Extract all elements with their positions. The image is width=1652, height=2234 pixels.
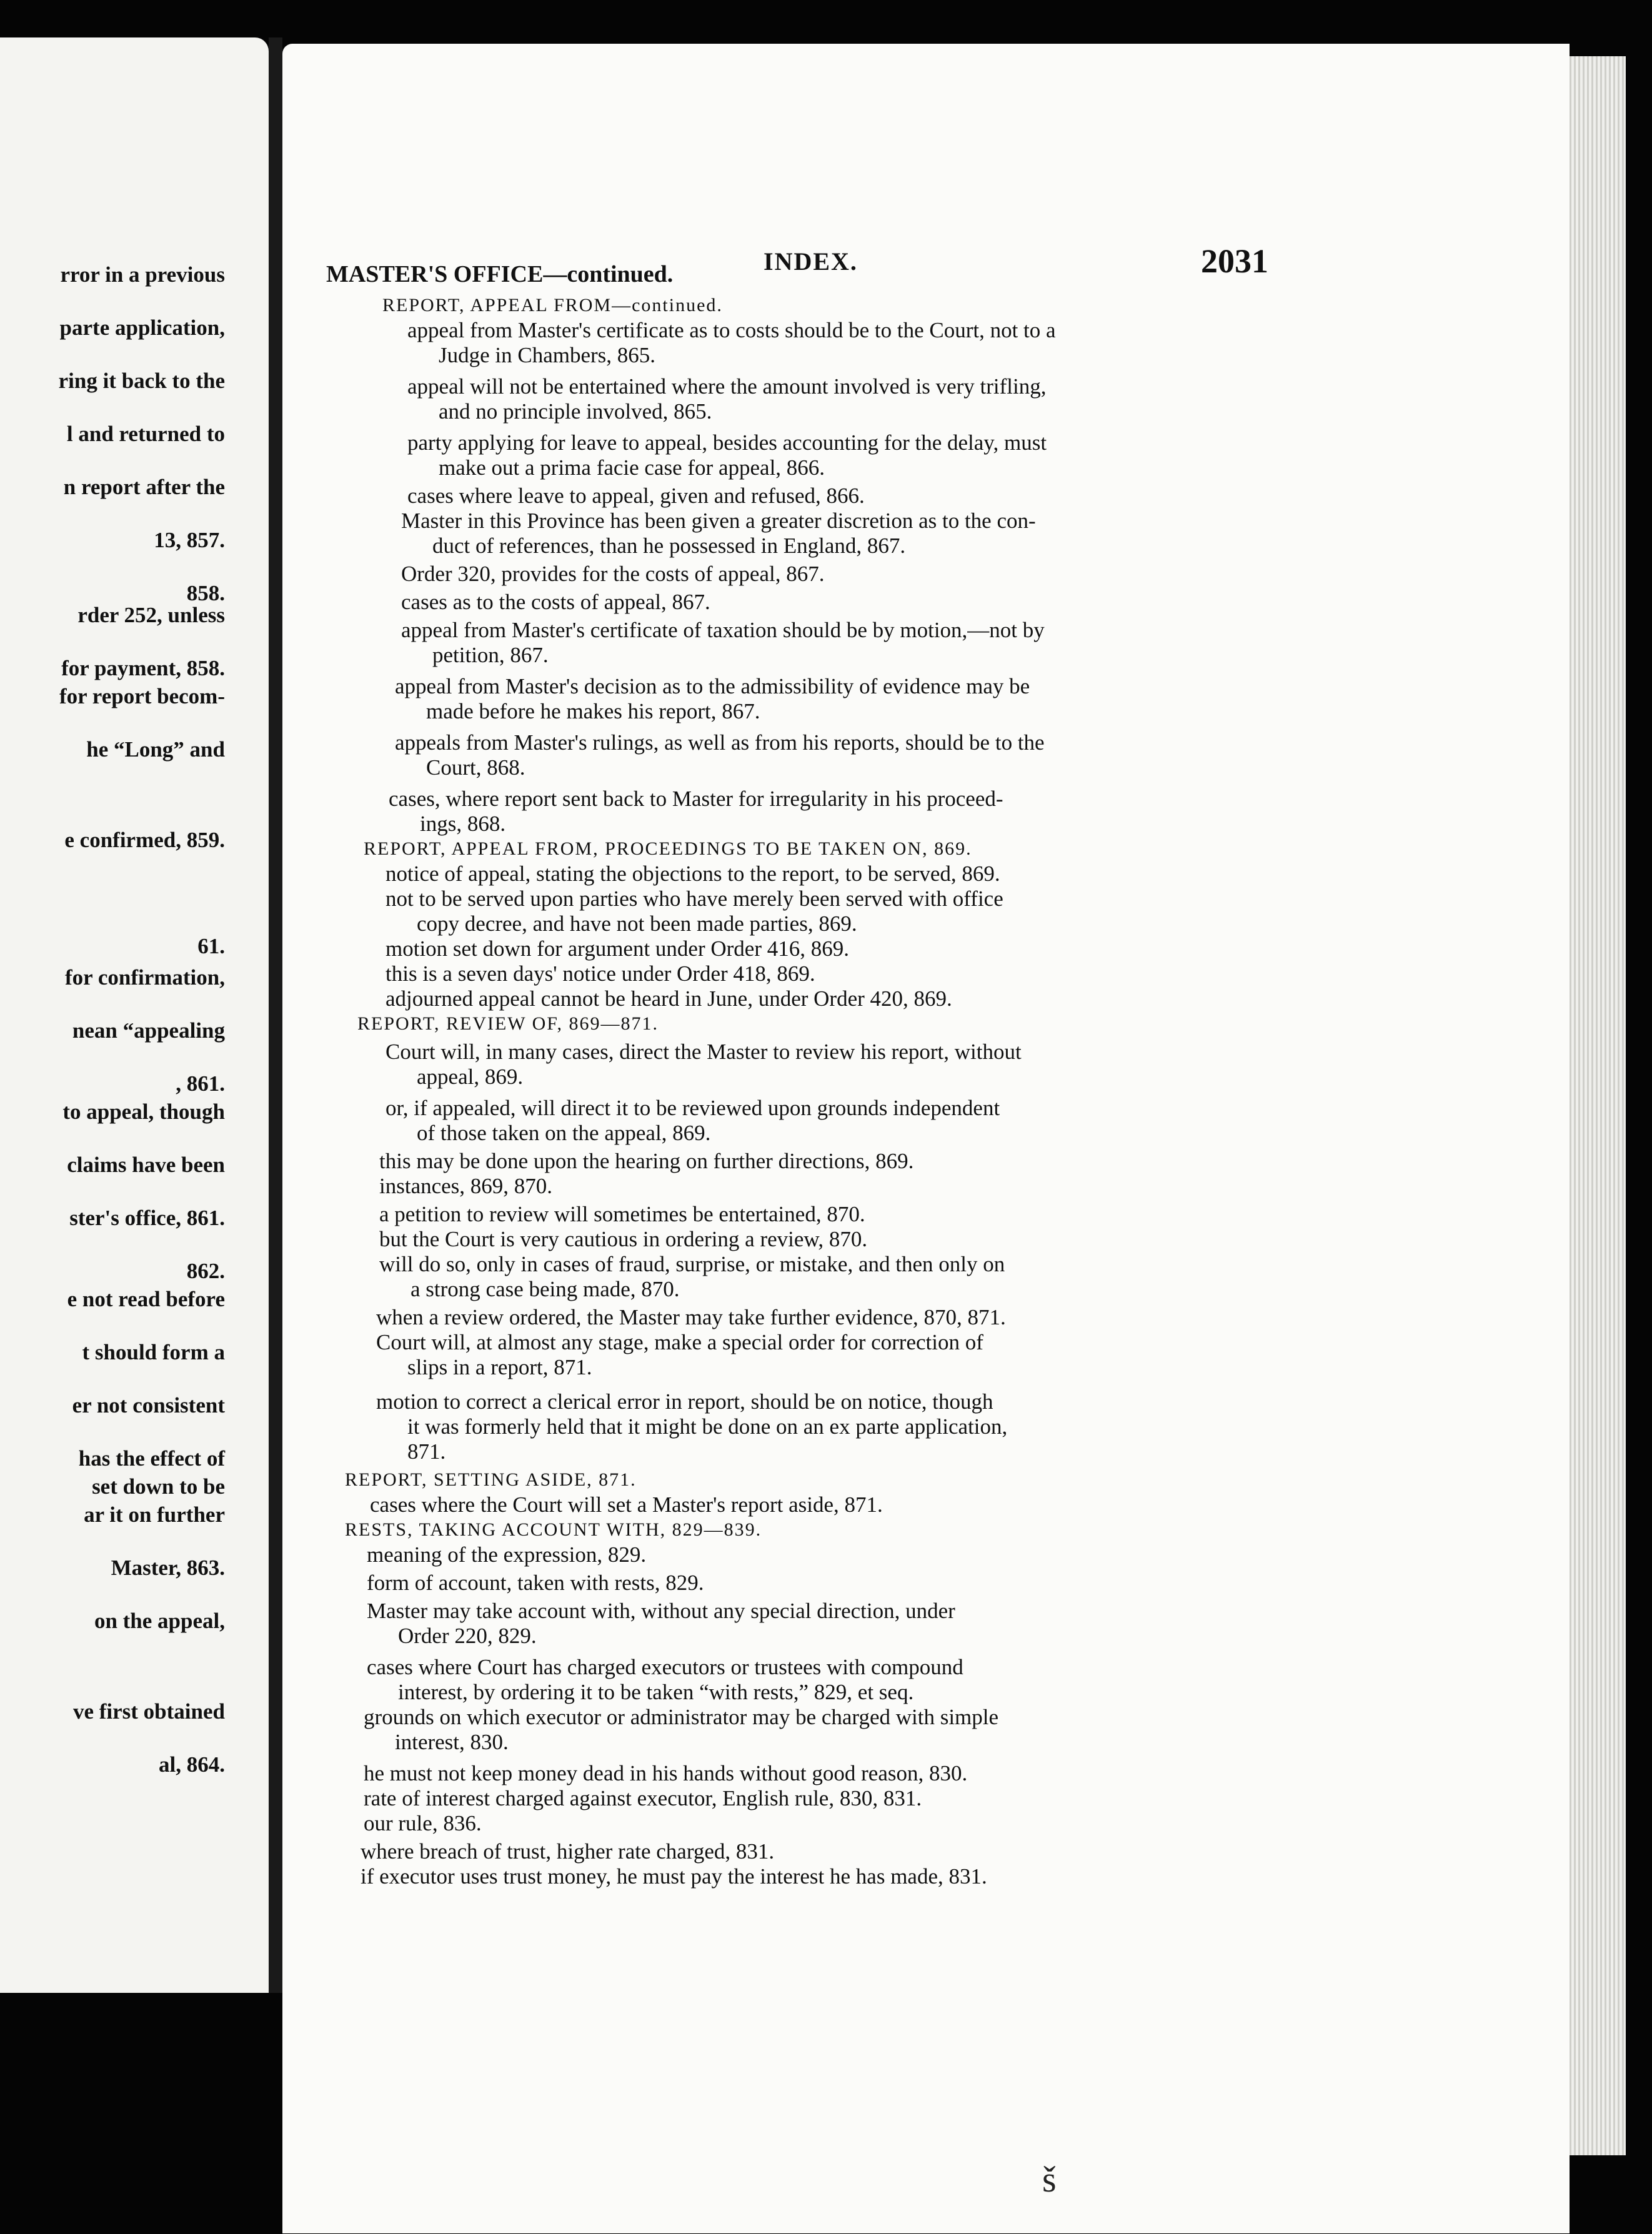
index-subheading: REPORT, SETTING ASIDE, 871. <box>345 1469 637 1490</box>
index-item: appeals from Master's rulings, as well as from his reports, should be to the <box>395 730 1045 755</box>
index-item: Order 320, provides for the costs of appeal, 867. <box>401 562 825 586</box>
index-item: it was formerly held that it might be done on an ex parte application, <box>407 1414 1008 1439</box>
index-item: slips in a report, 871. <box>407 1355 592 1379</box>
facing-page-line: e not read before <box>67 1287 225 1311</box>
facing-page-line: nean “appealing <box>72 1018 225 1043</box>
facing-page-line: for payment, 858. <box>61 656 225 680</box>
facing-page-fragment <box>0 37 269 1993</box>
index-item: Order 220, 829. <box>398 1624 537 1648</box>
page-number: 2031 <box>1201 242 1268 280</box>
facing-page-line: to appeal, though <box>62 1100 225 1124</box>
page-mark: š <box>1042 2159 1057 2200</box>
index-subheading: REPORT, APPEAL FROM, PROCEEDINGS TO BE TAKEN ON, 869. <box>364 838 972 859</box>
index-item: a strong case being made, 870. <box>411 1277 680 1301</box>
facing-page-line: for confirmation, <box>65 965 225 990</box>
facing-page-line: al, 864. <box>159 1752 225 1777</box>
index-item: Judge in Chambers, 865. <box>439 343 656 367</box>
index-item: duct of references, than he possessed in England, 867. <box>432 534 906 558</box>
facing-page-line: n report after the <box>63 475 225 499</box>
facing-page-line: ster's office, 861. <box>69 1206 225 1230</box>
index-item: petition, 867. <box>432 643 549 667</box>
index-item: instances, 869, 870. <box>379 1174 553 1198</box>
index-item: our rule, 836. <box>364 1811 482 1835</box>
index-item: Master in this Province has been given a greater discretion as to the con- <box>401 509 1036 533</box>
index-heading: MASTER'S OFFICE—continued. <box>326 261 674 287</box>
index-item: this is a seven days' notice under Order 418, 869. <box>386 961 815 986</box>
index-item: grounds on which executor or administrator may be charged with simple <box>364 1705 999 1729</box>
index-item: motion to correct a clerical error in report, should be on notice, though <box>376 1389 993 1414</box>
index-item: cases as to the costs of appeal, 867. <box>401 590 710 614</box>
index-item: rate of interest charged against executor, English rule, 830, 831. <box>364 1786 922 1810</box>
facing-page-line: claims have been <box>67 1153 225 1177</box>
index-page <box>282 44 1570 2233</box>
index-item: and no principle involved, 865. <box>439 399 712 424</box>
index-item: he must not keep money dead in his hands without good reason, 830. <box>364 1761 968 1785</box>
index-item: appeal from Master's certificate as to costs should be to the Court, not to a <box>407 318 1056 342</box>
facing-page-line: set down to be <box>92 1474 225 1499</box>
index-item: of those taken on the appeal, 869. <box>417 1121 711 1145</box>
index-item: cases where the Court will set a Master's report aside, 871. <box>370 1492 883 1517</box>
index-item: but the Court is very cautious in ordering a review, 870. <box>379 1227 868 1251</box>
page-title: INDEX. <box>764 247 858 276</box>
index-item: adjourned appeal cannot be heard in June, under Order 420, 869. <box>386 986 952 1011</box>
index-subheading: REPORT, APPEAL FROM—continued. <box>382 295 723 315</box>
index-item: made before he makes his report, 867. <box>426 699 760 723</box>
index-item: copy decree, and have not been made parties, 869. <box>417 911 857 936</box>
facing-page-line: er not consistent <box>72 1393 225 1417</box>
index-item: Court, 868. <box>426 755 525 780</box>
index-subheading: RESTS, TAKING ACCOUNT WITH, 829—839. <box>345 1519 762 1540</box>
index-item: appeal, 869. <box>417 1065 524 1089</box>
index-item: not to be served upon parties who have merely been served with office <box>386 886 1003 911</box>
index-item: party applying for leave to appeal, besides accounting for the delay, must <box>407 430 1047 455</box>
index-item: cases where Court has charged executors or trustees with compound <box>367 1655 963 1679</box>
facing-page-line: ve first obtained <box>72 1699 225 1724</box>
facing-page-line: 13, 857. <box>154 528 225 552</box>
facing-page-line: l and returned to <box>66 422 225 446</box>
index-item: motion set down for argument under Order 416, 869. <box>386 936 849 961</box>
book-gutter <box>269 37 282 1993</box>
facing-page-line: he “Long” and <box>86 737 225 762</box>
index-item: notice of appeal, stating the objections to the report, to be served, 869. <box>386 861 1000 886</box>
index-item: 871. <box>407 1439 446 1464</box>
facing-page-line: parte application, <box>59 315 225 340</box>
index-item: appeal from Master's certificate of taxation should be by motion,—not by <box>401 618 1045 642</box>
index-item: if executor uses trust money, he must pay the interest he has made, 831. <box>361 1864 987 1889</box>
index-item: ings, 868. <box>420 812 506 836</box>
facing-page-line: 862. <box>186 1259 225 1283</box>
index-subheading: REPORT, REVIEW OF, 869—871. <box>357 1013 659 1034</box>
index-item: will do so, only in cases of fraud, surprise, or mistake, and then only on <box>379 1252 1005 1276</box>
facing-page-line: on the appeal, <box>94 1609 225 1633</box>
index-item: when a review ordered, the Master may take further evidence, 870, 871. <box>376 1305 1006 1329</box>
index-item: cases where leave to appeal, given and refused, 866. <box>407 484 865 508</box>
index-item: Court will, at almost any stage, make a special order for correction of <box>376 1330 983 1354</box>
facing-page-line: has the effect of <box>78 1446 225 1471</box>
index-item: Master may take account with, without any special direction, under <box>367 1599 955 1623</box>
facing-page-line: , 861. <box>176 1071 225 1096</box>
index-item: Court will, in many cases, direct the Master to review his report, without <box>386 1040 1022 1064</box>
index-item: where breach of trust, higher rate charged, 831. <box>361 1839 775 1864</box>
index-item: cases, where report sent back to Master for irregularity in his proceed- <box>389 787 1003 811</box>
index-item: appeal from Master's decision as to the admissibility of evidence may be <box>395 674 1030 698</box>
index-item: appeal will not be entertained where the amount involved is very trifling, <box>407 374 1047 399</box>
facing-page-line: 61. <box>197 934 225 958</box>
index-item: meaning of the expression, 829. <box>367 1542 647 1567</box>
index-item: make out a prima facie case for appeal, 866. <box>439 455 825 480</box>
facing-page-line: e confirmed, 859. <box>64 828 225 852</box>
index-item: form of account, taken with rests, 829. <box>367 1571 704 1595</box>
facing-page-line: rder 252, unless <box>77 603 225 627</box>
index-item: this may be done upon the hearing on further directions, 869. <box>379 1149 914 1173</box>
index-item: interest, by ordering it to be taken “with rests,” 829, et seq. <box>398 1680 914 1704</box>
facing-page-line: 858. <box>186 581 225 605</box>
index-item: a petition to review will sometimes be entertained, 870. <box>379 1202 865 1226</box>
page-edges <box>1570 56 1626 2155</box>
facing-page-line: t should form a <box>82 1340 225 1364</box>
facing-page-line: ar it on further <box>84 1502 225 1527</box>
facing-page-line: rror in a previous <box>60 262 225 287</box>
facing-page-line: ring it back to the <box>58 369 225 393</box>
facing-page-line: for report becom- <box>59 684 225 708</box>
index-item: or, if appealed, will direct it to be reviewed upon grounds independent <box>386 1096 1000 1120</box>
facing-page-line: Master, 863. <box>111 1556 225 1580</box>
index-item: interest, 830. <box>395 1730 509 1754</box>
